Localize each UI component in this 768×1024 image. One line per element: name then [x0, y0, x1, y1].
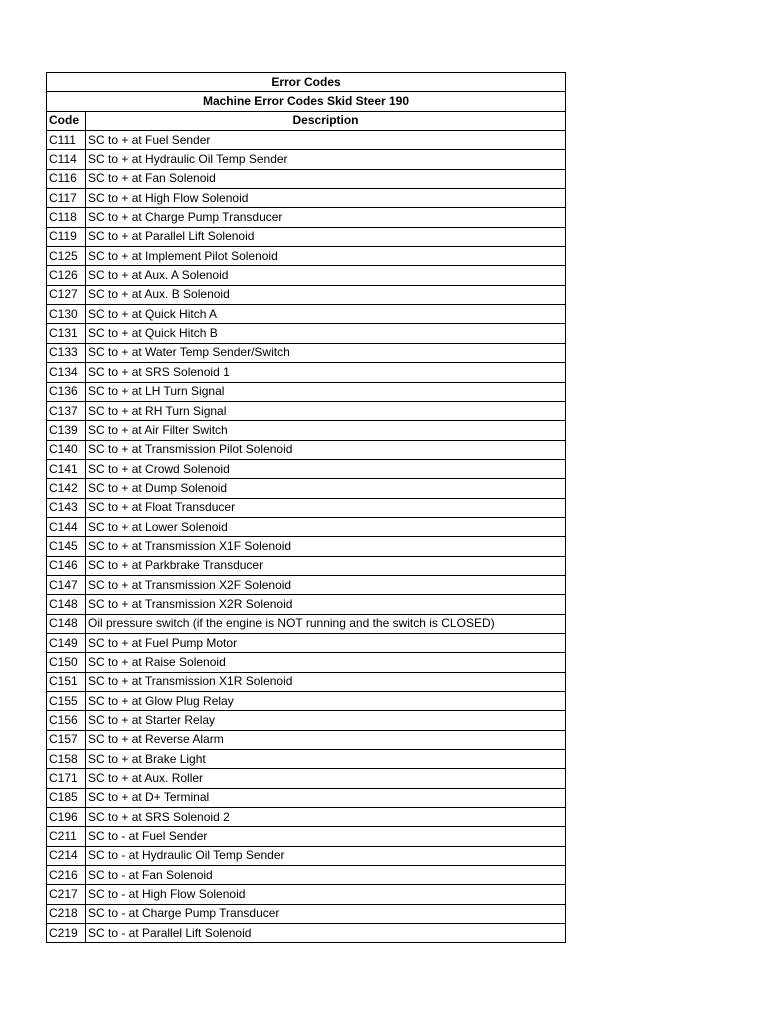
table-row	[47, 904, 566, 923]
error-code-cell: C119	[47, 227, 86, 246]
error-description-cell: SC to + at Transmission X2R Solenoid	[86, 595, 566, 614]
error-description-cell: SC to + at Float Transducer	[86, 498, 566, 517]
error-code-cell: C214	[47, 846, 86, 865]
table-row	[47, 653, 566, 672]
table-row	[47, 788, 566, 807]
error-code-cell: C147	[47, 575, 86, 594]
table-row	[47, 556, 566, 575]
error-description-cell: SC to + at SRS Solenoid 2	[86, 808, 566, 827]
error-description-cell: SC to + at Hydraulic Oil Temp Sender	[86, 150, 566, 169]
error-description-cell: SC to + at Implement Pilot Solenoid	[86, 247, 566, 266]
table-row	[47, 343, 566, 362]
error-description-cell: SC to + at High Flow Solenoid	[86, 189, 566, 208]
table-row	[47, 808, 566, 827]
error-code-cell: C145	[47, 537, 86, 556]
table-header-row	[47, 111, 566, 130]
error-description-cell: SC to + at D+ Terminal	[86, 788, 566, 807]
table-row	[47, 537, 566, 556]
error-description-cell: SC to + at Charge Pump Transducer	[86, 208, 566, 227]
table-row	[47, 827, 566, 846]
error-code-cell: C141	[47, 459, 86, 478]
error-description-cell: Oil pressure switch (if the engine is NOT running and the switch is CLOSED)	[86, 614, 566, 633]
table-title: Error Codes	[47, 73, 566, 92]
table-row	[47, 672, 566, 691]
error-code-cell: C126	[47, 266, 86, 285]
error-code-cell: C125	[47, 247, 86, 266]
table-row	[47, 866, 566, 885]
error-code-cell: C127	[47, 285, 86, 304]
error-description-cell: SC to - at Hydraulic Oil Temp Sender	[86, 846, 566, 865]
error-description-cell: SC to + at Water Temp Sender/Switch	[86, 343, 566, 362]
error-description-cell: SC to - at Fan Solenoid	[86, 866, 566, 885]
table-row	[47, 421, 566, 440]
table-subtitle-row	[47, 92, 566, 111]
table-row	[47, 285, 566, 304]
table-row	[47, 382, 566, 401]
error-code-cell: C148	[47, 595, 86, 614]
error-code-cell: C150	[47, 653, 86, 672]
error-code-cell: C142	[47, 479, 86, 498]
error-code-cell: C146	[47, 556, 86, 575]
error-code-cell: C219	[47, 924, 86, 943]
table-row	[47, 750, 566, 769]
table-row	[47, 924, 566, 943]
table-row	[47, 169, 566, 188]
error-code-cell: C114	[47, 150, 86, 169]
error-description-cell: SC to + at Glow Plug Relay	[86, 692, 566, 711]
error-description-cell: SC to + at Transmission X1R Solenoid	[86, 672, 566, 691]
error-code-cell: C157	[47, 730, 86, 749]
error-description-cell: SC to + at Crowd Solenoid	[86, 459, 566, 478]
error-code-cell: C211	[47, 827, 86, 846]
table-row	[47, 517, 566, 536]
error-description-cell: SC to + at Parallel Lift Solenoid	[86, 227, 566, 246]
error-description-cell: SC to + at Air Filter Switch	[86, 421, 566, 440]
error-code-cell: C117	[47, 189, 86, 208]
error-description-cell: SC to + at Transmission Pilot Solenoid	[86, 440, 566, 459]
error-description-cell: SC to + at LH Turn Signal	[86, 382, 566, 401]
error-code-cell: C185	[47, 788, 86, 807]
table-row	[47, 885, 566, 904]
error-description-cell: SC to + at Quick Hitch A	[86, 305, 566, 324]
error-description-cell: SC to + at Starter Relay	[86, 711, 566, 730]
error-codes-table	[46, 72, 566, 943]
description-column-header: Description	[86, 111, 566, 130]
table-row	[47, 633, 566, 652]
error-description-cell: SC to + at RH Turn Signal	[86, 401, 566, 420]
error-description-cell: SC to + at Fan Solenoid	[86, 169, 566, 188]
table-row	[47, 614, 566, 633]
error-description-cell: SC to + at Aux. B Solenoid	[86, 285, 566, 304]
error-description-cell: SC to + at Dump Solenoid	[86, 479, 566, 498]
error-description-cell: SC to - at High Flow Solenoid	[86, 885, 566, 904]
table-row	[47, 266, 566, 285]
error-description-cell: SC to + at Quick Hitch B	[86, 324, 566, 343]
error-description-cell: SC to + at Parkbrake Transducer	[86, 556, 566, 575]
error-code-cell: C196	[47, 808, 86, 827]
table-row	[47, 730, 566, 749]
error-description-cell: SC to + at Aux. Roller	[86, 769, 566, 788]
error-code-cell: C111	[47, 131, 86, 150]
error-description-cell: SC to + at Fuel Pump Motor	[86, 633, 566, 652]
error-code-cell: C143	[47, 498, 86, 517]
error-code-cell: C216	[47, 866, 86, 885]
error-code-cell: C217	[47, 885, 86, 904]
error-description-cell: SC to + at Raise Solenoid	[86, 653, 566, 672]
error-description-cell: SC to + at Transmission X1F Solenoid	[86, 537, 566, 556]
error-description-cell: SC to + at Aux. A Solenoid	[86, 266, 566, 285]
table-row	[47, 189, 566, 208]
error-description-cell: SC to + at Fuel Sender	[86, 131, 566, 150]
error-codes-table-body	[47, 73, 566, 943]
error-description-cell: SC to + at Transmission X2F Solenoid	[86, 575, 566, 594]
table-row	[47, 595, 566, 614]
error-code-cell: C116	[47, 169, 86, 188]
code-column-header: Code	[47, 111, 86, 130]
table-row	[47, 363, 566, 382]
table-subtitle: Machine Error Codes Skid Steer 190	[47, 92, 566, 111]
table-row	[47, 247, 566, 266]
error-code-cell: C140	[47, 440, 86, 459]
error-code-cell: C134	[47, 363, 86, 382]
error-code-cell: C144	[47, 517, 86, 536]
error-description-cell: SC to + at Lower Solenoid	[86, 517, 566, 536]
table-row	[47, 846, 566, 865]
error-description-cell: SC to + at SRS Solenoid 1	[86, 363, 566, 382]
table-title-row	[47, 73, 566, 92]
table-row	[47, 401, 566, 420]
table-row	[47, 324, 566, 343]
table-row	[47, 575, 566, 594]
error-code-cell: C137	[47, 401, 86, 420]
error-code-cell: C149	[47, 633, 86, 652]
error-description-cell: SC to - at Fuel Sender	[86, 827, 566, 846]
table-row	[47, 131, 566, 150]
table-row	[47, 479, 566, 498]
table-row	[47, 711, 566, 730]
error-code-cell: C118	[47, 208, 86, 227]
error-code-cell: C130	[47, 305, 86, 324]
table-row	[47, 459, 566, 478]
table-row	[47, 440, 566, 459]
error-description-cell: SC to + at Brake Light	[86, 750, 566, 769]
error-code-cell: C155	[47, 692, 86, 711]
error-code-cell: C148	[47, 614, 86, 633]
error-code-cell: C156	[47, 711, 86, 730]
table-row	[47, 150, 566, 169]
error-code-cell: C158	[47, 750, 86, 769]
error-description-cell: SC to + at Reverse Alarm	[86, 730, 566, 749]
table-row	[47, 769, 566, 788]
table-row	[47, 208, 566, 227]
error-description-cell: SC to - at Charge Pump Transducer	[86, 904, 566, 923]
error-description-cell: SC to - at Parallel Lift Solenoid	[86, 924, 566, 943]
table-row	[47, 227, 566, 246]
error-code-cell: C133	[47, 343, 86, 362]
error-code-cell: C139	[47, 421, 86, 440]
table-row	[47, 305, 566, 324]
error-code-cell: C151	[47, 672, 86, 691]
error-code-cell: C136	[47, 382, 86, 401]
error-code-cell: C218	[47, 904, 86, 923]
error-code-cell: C171	[47, 769, 86, 788]
error-code-cell: C131	[47, 324, 86, 343]
table-row	[47, 692, 566, 711]
table-row	[47, 498, 566, 517]
